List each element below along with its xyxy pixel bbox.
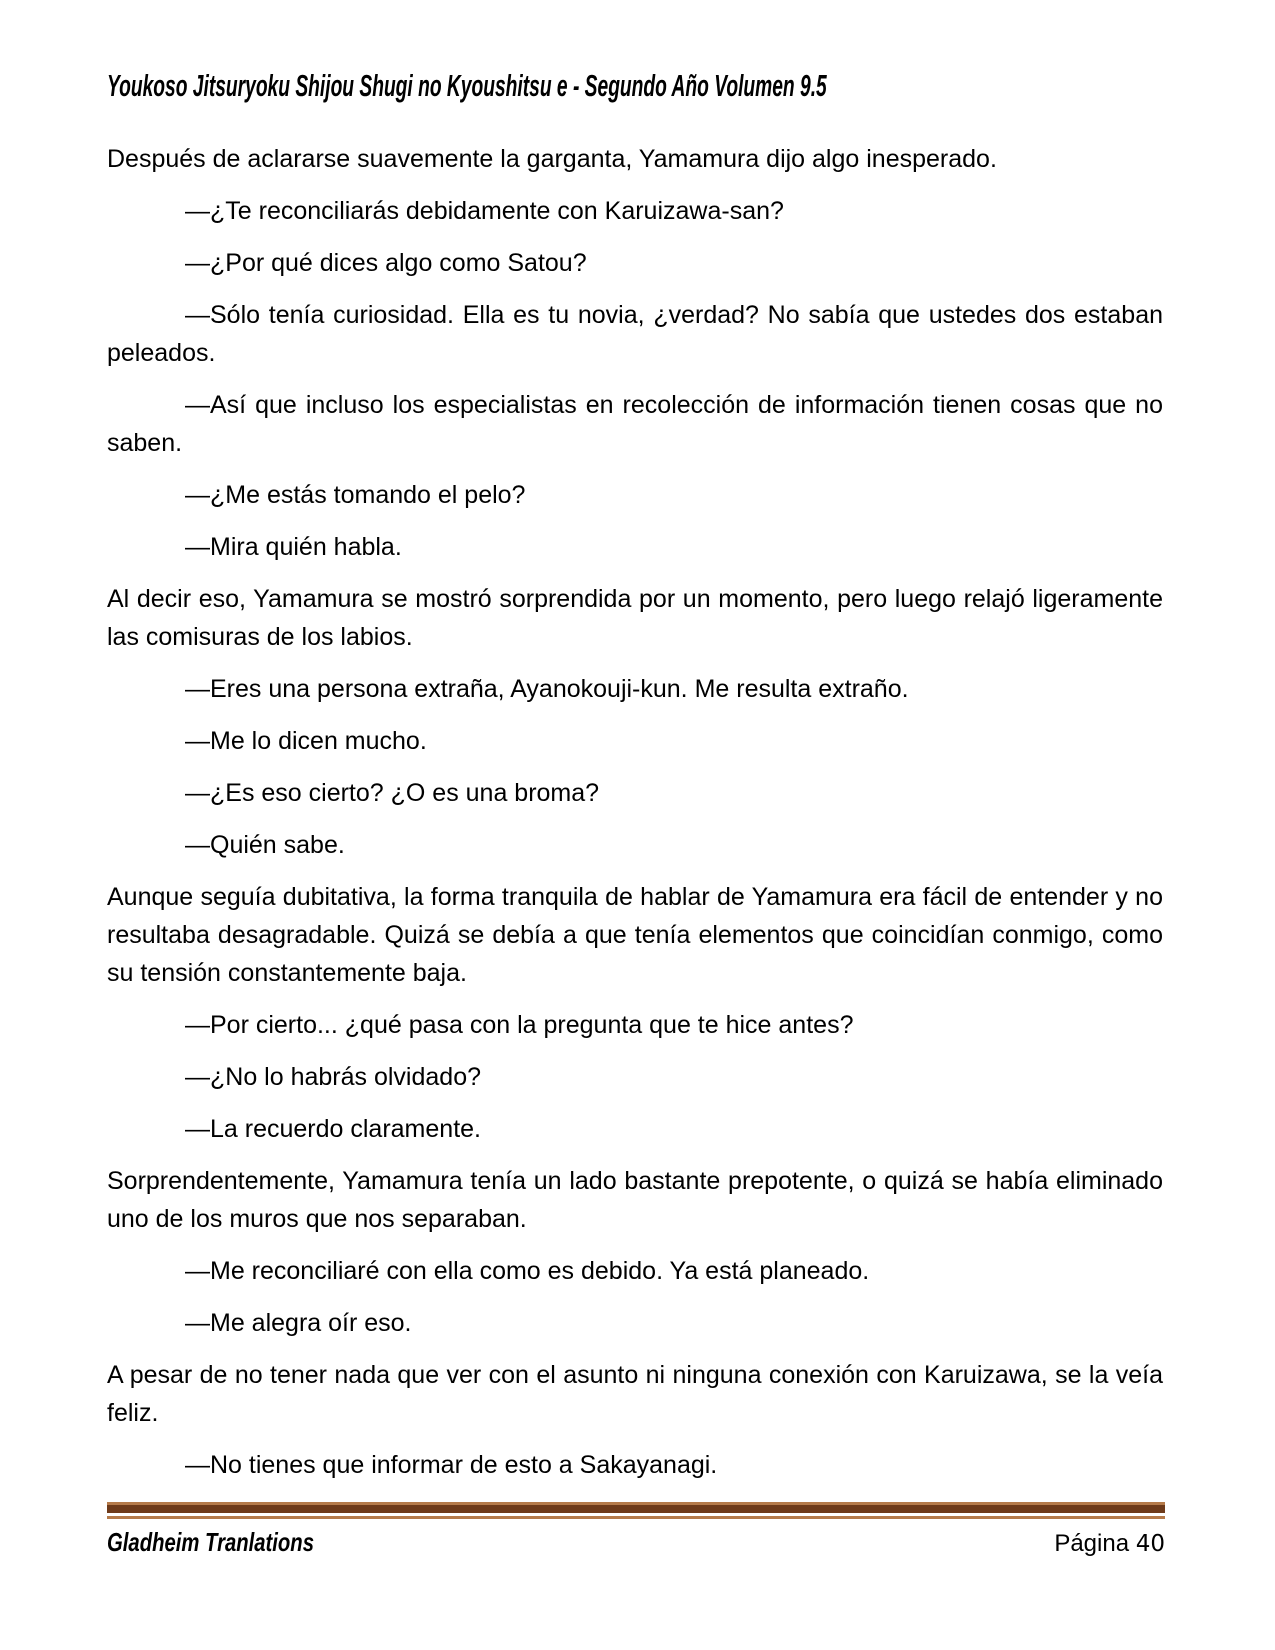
dialogue-paragraph: —¿Te reconciliarás debidamente con Karuizawa-san? [185,197,784,225]
page-number [1054,1530,1165,1558]
footer-divider-rule [107,1502,1165,1519]
dialogue-paragraph: —¿Por qué dices algo como Satou? [185,249,587,277]
dialogue-paragraph: —¿No lo habrás olvidado? [185,1063,481,1091]
dialogue-paragraph: —Mira quién habla. [185,533,402,561]
dialogue-paragraph: —Me reconciliaré con ella como es debido. Ya está planeado. [185,1257,870,1285]
translator-credit: Gladheim Tranlations [107,1527,314,1557]
dialogue-paragraph: —Me alegra oír eso. [185,1309,412,1337]
dialogue-paragraph: —Así que incluso los especialistas en recolección de información tienen cosas que no saben. [107,391,1163,457]
dialogue-paragraph: —Me lo dicen mucho. [185,727,427,755]
document-body [107,140,1163,1498]
dialogue-paragraph: —¿Me estás tomando el pelo? [185,481,526,509]
dialogue-paragraph: —Sólo tenía curiosidad. Ella es tu novia, ¿verdad? No sabía que ustedes dos estaban peleados. [107,301,1163,367]
narration-paragraph: A pesar de no tener nada que ver con el asunto ni ninguna conexión con Karuizawa, se la veía feliz. [107,1361,1163,1427]
page-header [107,68,1165,104]
narration-paragraph: Después de aclararse suavemente la garganta, Yamamura dijo algo inesperado. [107,145,997,173]
narration-paragraph: Aunque seguía dubitativa, la forma tranquila de hablar de Yamamura era fácil de entender y no resultaba desagradable. Quizá se debía a que tenía elementos que coincidían conmigo, como su tensión constantemente baja. [107,883,1163,987]
footer-text-row [107,1527,1165,1558]
dialogue-paragraph: —¿Es eso cierto? ¿O es una broma? [185,779,600,807]
page-footer [107,1502,1165,1558]
narration-paragraph: Al decir eso, Yamamura se mostró sorprendida por un momento, pero luego relajó ligeramente las comisuras de los labios. [107,585,1163,651]
document-title: Youkoso Jitsuryoku Shijou Shugi no Kyoushitsu e - Segundo Año Volumen 9.5 [107,68,827,103]
dialogue-paragraph: —La recuerdo claramente. [185,1115,481,1143]
page-number-label: Página [1054,1530,1136,1557]
rule-main-bar [107,1505,1165,1513]
rule-accent-line-bottom [107,1516,1165,1519]
dialogue-paragraph: —Quién sabe. [185,831,345,859]
dialogue-paragraph: —Eres una persona extraña, Ayanokouji-kun. Me resulta extraño. [185,675,909,703]
page-number-value: 40 [1135,1531,1165,1557]
narration-paragraph: Sorprendentemente, Yamamura tenía un lado bastante prepotente, o quizá se había eliminado uno de los muros que nos separaban. [107,1167,1163,1233]
dialogue-paragraph: —Por cierto... ¿qué pasa con la pregunta que te hice antes? [185,1011,854,1039]
dialogue-paragraph: —No tienes que informar de esto a Sakayanagi. [185,1451,718,1479]
